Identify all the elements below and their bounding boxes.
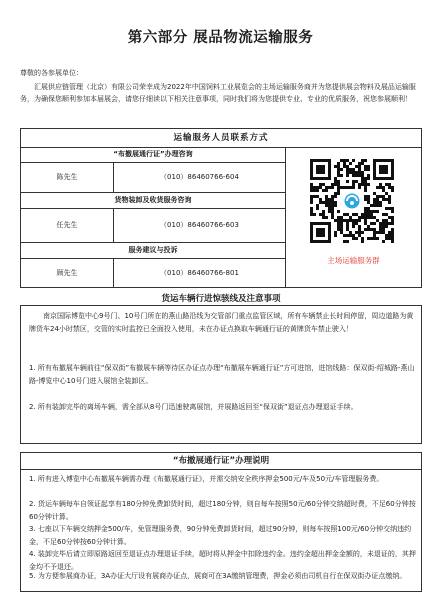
pass-paragraph: 2. 货运车辆每车自领证起享有180分钟免费卸货时间，超过180分钟，则自每车按照50元/60分钟交纳超时费，不足60分钟按60分钟计算。 <box>29 500 416 521</box>
route-paragraph: 2. 所有装卸完毕的离场车辆，需全部从8号门迅速驶离展馆，并展路返回至“保双街”退证点办理退证手续。 <box>29 403 358 411</box>
pass-paragraph: 5. 为方便参展商办证，3A办证大厅设有展商办证点，展商可在3A缴纳管理费，押金必须由司机自行在保双街办证点缴纳。 <box>29 572 407 580</box>
route-box <box>20 305 422 444</box>
contact-section-title: 服务建议与投诉 <box>21 242 285 259</box>
page-title: 第六部分 展品物流运输服务 <box>127 29 314 46</box>
contact-box-header: 运输服务人员联系方式 <box>21 129 421 148</box>
contact-section-title: 货物装卸及收货服务咨询 <box>21 192 285 209</box>
contact-box <box>20 128 422 288</box>
contact-name: 陈先生 <box>21 163 114 192</box>
contact-name: 顾先生 <box>21 259 114 287</box>
qr-code[interactable] <box>307 156 397 246</box>
contact-phone[interactable]: （010）86460766-603 <box>160 221 239 229</box>
pass-paragraph: 4. 装卸完毕后请立即原路返回至退证点办理退证手续，超时将从押金中扣除违约金。违约金超出押金金额的，未退证的，其押金均不予退还。 <box>29 550 416 571</box>
contact-section-title: “布撤展通行证”办理咨询 <box>21 147 285 163</box>
contact-list <box>21 147 286 287</box>
contact-name: 任先生 <box>21 209 114 242</box>
qr-caption: 主场运输服务群 <box>327 256 380 265</box>
intro-paragraph: 汇展供应链管理（北京）有限公司荣幸成为2022年中国饲料工业展览会的主场运输服务商并为您提供展会物料及展品运输服务，为确保您顺利参加本届展会，请您仔细读以下相关注意事项，同时我们将为您提供专业、专业的优质服务，祝您参展顺利！ <box>20 83 416 104</box>
pass-paragraph: 1. 所有进入博览中心布撤展车辆需办理《布撤展通行证》，并需交纳安全秩序押金500元/车及50元/车管理服务费。 <box>29 475 384 483</box>
salutation: 尊敬的各参展单位： <box>20 69 83 77</box>
route-paragraph: 南京国际博览中心9号门、10号门所在的燕山路沿线为交管部门重点监管区域，所有车辆禁止长时间停留，周边道路为黄牌货车24小时禁区，交管的实时监控已全面投入使用，未在办证点换取车辆通行证的黄牌货车禁止驶入！ <box>29 312 414 333</box>
contact-phone[interactable]: （010）86460766-801 <box>160 269 239 277</box>
pass-paragraph: 3. 七座以下车辆交纳押金500/车，免管理服务费，90分钟免费卸货时间，超过90分钟，则每车按照100元/60分钟交纳违约金，不足60分钟按60分钟计算。 <box>29 525 412 546</box>
pass-box <box>20 452 422 592</box>
route-section-header: 货运车辆行进惊骇线及注意事项 <box>161 294 281 304</box>
qr-area <box>286 147 421 287</box>
pass-section-header: “布撤展通行证”办理说明 <box>21 453 421 470</box>
route-paragraph: 1. 所有布撤展车辆前往“保双街”布撤展车辆等待区办证点办理“布撤展车辆通行证”方可进馆，进馆线路：保双街-绍城路-燕山路-博览中心10号门进入展馆全装卸区。 <box>29 364 415 385</box>
contact-phone[interactable]: （010）86460766-604 <box>160 173 239 181</box>
